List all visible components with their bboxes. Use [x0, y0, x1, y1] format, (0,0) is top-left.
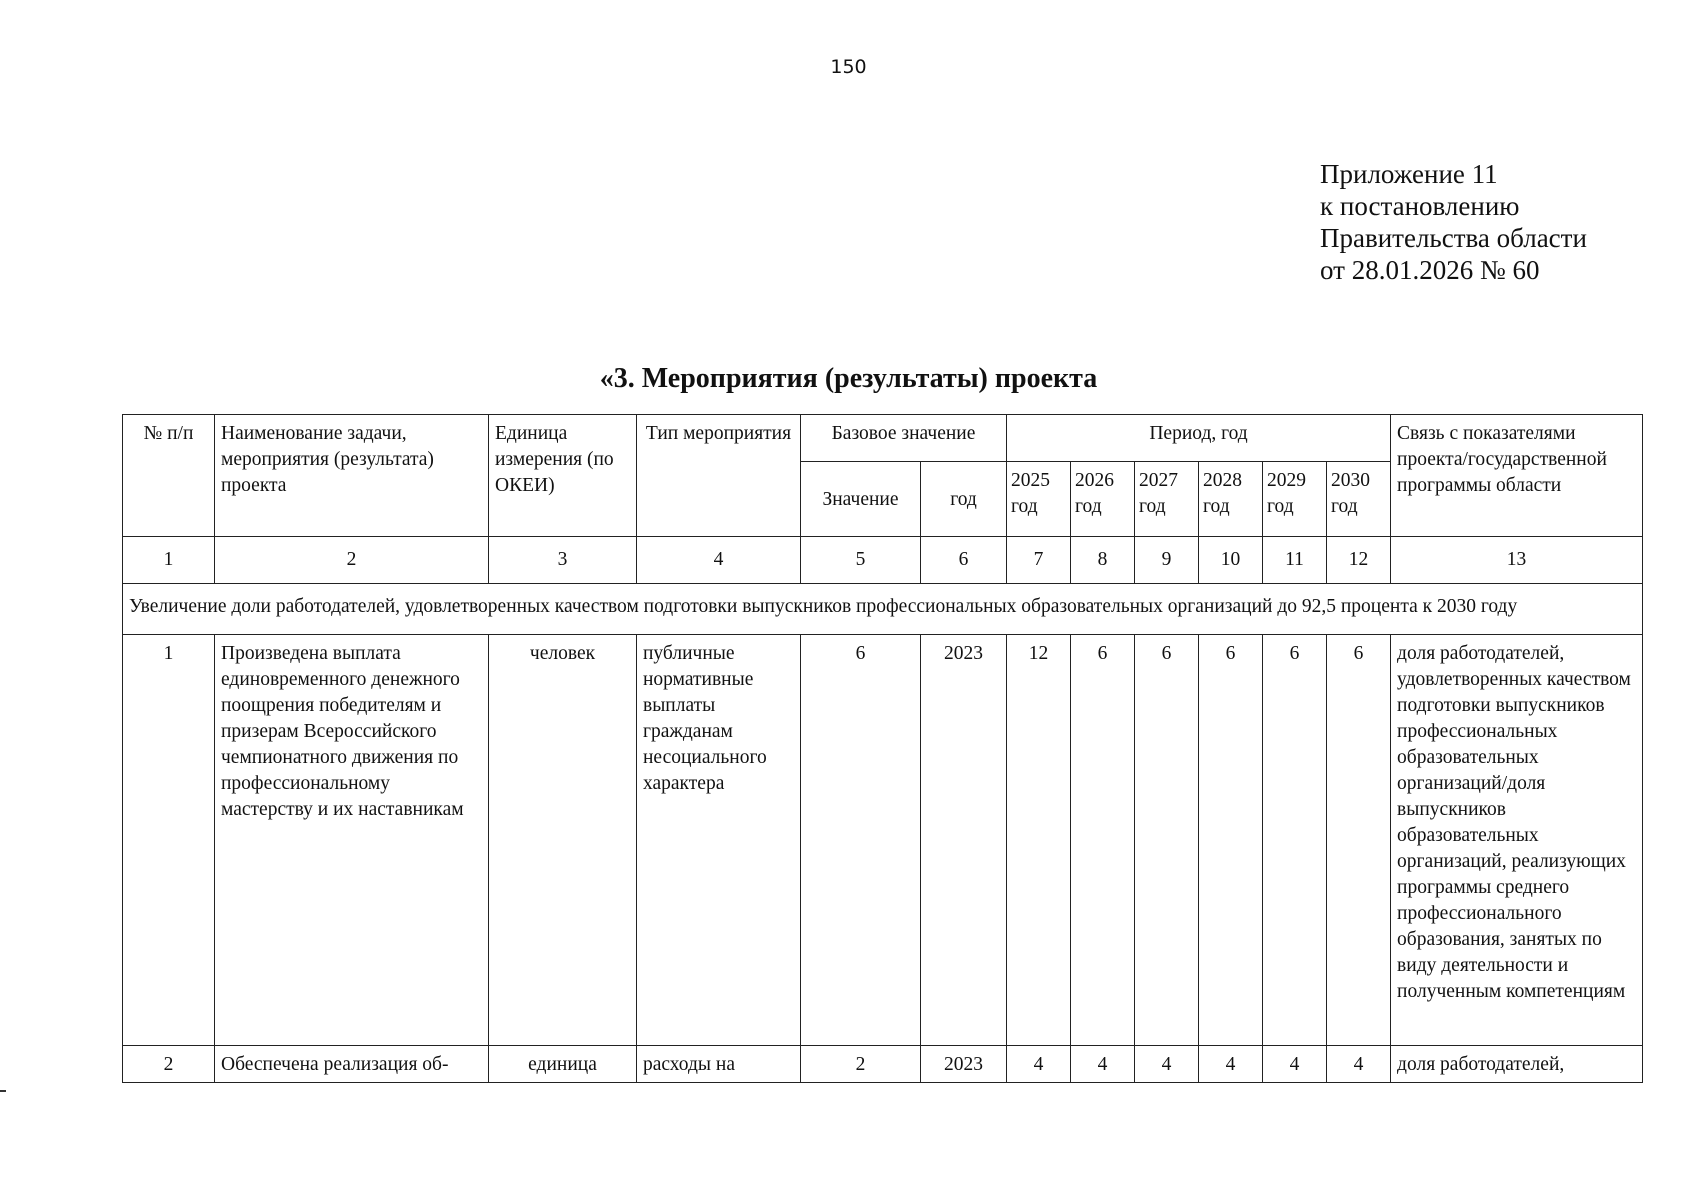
header-type: Тип мероприятия	[637, 415, 801, 537]
row-year-value: 6	[1135, 635, 1199, 1046]
header-base: Базовое значение	[801, 415, 1007, 462]
header-period: Период, год	[1007, 415, 1391, 462]
row-unit: единица	[489, 1046, 637, 1083]
column-number: 7	[1007, 537, 1071, 584]
row-year-value: 12	[1007, 635, 1071, 1046]
column-number: 12	[1327, 537, 1391, 584]
margin-mark	[0, 1090, 6, 1092]
row-year-value: 4	[1199, 1046, 1263, 1083]
table-row	[123, 1046, 1643, 1083]
appendix-line: к постановлению	[1320, 191, 1520, 221]
section-title: «3. Мероприятия (результаты) проекта	[599, 363, 1098, 394]
row-type: публичные нормативные выплаты гражданам несоциального характера	[637, 635, 801, 1046]
header-year: 2029 год	[1263, 462, 1327, 537]
page-number: 150	[830, 56, 867, 78]
row-year-value: 6	[1071, 635, 1135, 1046]
row-year-value: 4	[1071, 1046, 1135, 1083]
header-year: 2030 год	[1327, 462, 1391, 537]
appendix-block	[1320, 158, 1587, 286]
row-link: доля работодателей,	[1391, 1046, 1643, 1083]
row-base-year: 2023	[921, 635, 1007, 1046]
row-link: доля работодателей, удовлетворенных качеством подготовки выпускников профессиональных образовательных организаций/доля выпускников образовательных организаций, реализующих программы среднего профессионального образования, занятых по виду деятельности и полученным компетенциям	[1391, 635, 1643, 1046]
table-row	[123, 635, 1643, 1046]
row-year-value: 4	[1327, 1046, 1391, 1083]
column-number: 13	[1391, 537, 1643, 584]
header-base-year: год	[921, 462, 1007, 537]
goal-row	[123, 584, 1643, 635]
column-number: 6	[921, 537, 1007, 584]
header-unit: Единица измерения (по ОКЕИ)	[489, 415, 637, 537]
row-num: 2	[123, 1046, 215, 1083]
row-base-value: 6	[801, 635, 921, 1046]
row-year-value: 6	[1263, 635, 1327, 1046]
row-type: расходы на	[637, 1046, 801, 1083]
header-row-1	[123, 415, 1643, 462]
header-link: Связь с показателями проекта/государственной программы области	[1391, 415, 1643, 537]
column-number-row	[123, 537, 1643, 584]
column-number: 5	[801, 537, 921, 584]
measures-table	[122, 414, 1643, 1083]
row-year-value: 6	[1199, 635, 1263, 1046]
appendix-line: от 28.01.2026 № 60	[1320, 255, 1540, 285]
header-name: Наименование задачи, мероприятия (результата) проекта	[215, 415, 489, 537]
row-year-value: 4	[1135, 1046, 1199, 1083]
column-number: 8	[1071, 537, 1135, 584]
column-number: 4	[637, 537, 801, 584]
column-number: 9	[1135, 537, 1199, 584]
column-number: 2	[215, 537, 489, 584]
row-year-value: 4	[1263, 1046, 1327, 1083]
column-number: 11	[1263, 537, 1327, 584]
header-year: 2026 год	[1071, 462, 1135, 537]
row-base-year: 2023	[921, 1046, 1007, 1083]
row-base-value: 2	[801, 1046, 921, 1083]
row-unit: человек	[489, 635, 637, 1046]
header-num: № п/п	[123, 415, 215, 537]
header-year: 2028 год	[1199, 462, 1263, 537]
row-name: Произведена выплата единовременного денежного поощрения победителям и призерам Всероссийского чемпионатного движения по профессиональному мастерству и их наставникам	[215, 635, 489, 1046]
column-number: 3	[489, 537, 637, 584]
column-number: 10	[1199, 537, 1263, 584]
column-number: 1	[123, 537, 215, 584]
header-base-value: Значение	[801, 462, 921, 537]
header-year: 2025 год	[1007, 462, 1071, 537]
row-name: Обеспечена реализация об-	[215, 1046, 489, 1083]
header-year: 2027 год	[1135, 462, 1199, 537]
row-num: 1	[123, 635, 215, 1046]
row-year-value: 6	[1327, 635, 1391, 1046]
row-year-value: 4	[1007, 1046, 1071, 1083]
appendix-line: Правительства области	[1320, 223, 1587, 253]
measures-table-wrap	[122, 414, 1642, 1083]
appendix-line: Приложение 11	[1320, 159, 1498, 189]
goal-text: Увеличение доли работодателей, удовлетворенных качеством подготовки выпускников профессиональных образовательных организаций до 92,5 процента к 2030 году	[123, 584, 1643, 635]
